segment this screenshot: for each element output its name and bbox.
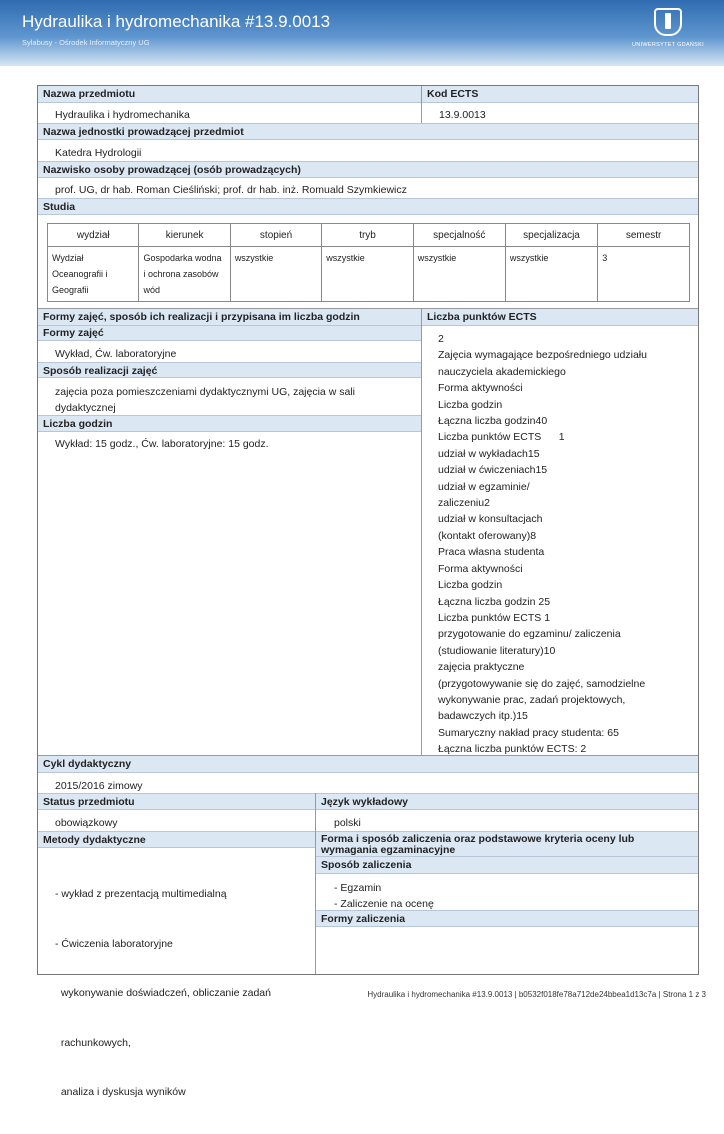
page-header	[0, 0, 724, 66]
unit-header: Nazwa jednostki prowadzącej przedmiot	[38, 123, 698, 140]
list-item: Łączna liczba godzin 25	[438, 595, 551, 608]
list-item: 2	[438, 333, 444, 345]
table-row	[48, 247, 690, 302]
unit-value: Katedra Hydrologii	[55, 147, 142, 159]
list-item: Liczba punktów ECTS 1	[438, 431, 565, 444]
list-item: przygotowanie do egzaminu/ zaliczenia	[438, 628, 621, 641]
list-item: (kontakt oferowany)8	[438, 529, 537, 542]
teachers-value: prof. UG, dr hab. Roman Cieśliński; prof. dr hab. inż. Romuald Szymkiewicz	[55, 184, 407, 196]
studia-header: Studia	[38, 198, 698, 215]
methods-list	[55, 853, 271, 1134]
list-item: zaliczeniu2	[438, 497, 490, 510]
list-item: Forma aktywności	[438, 382, 523, 395]
sposob-value: zajęcia poza pomieszczeniami dydaktycznymi UG, zajęcia w sali dydaktycznej	[55, 386, 355, 414]
col-tryb: tryb	[322, 224, 413, 247]
formy-value: Wykład, Ćw. laboratoryjne	[55, 348, 177, 360]
cell-semestr: 3	[598, 247, 690, 302]
formy-header: Formy zajęć	[38, 326, 421, 341]
cell-stopien: wszystkie	[230, 247, 321, 302]
list-item: Zajęcia wymagające bezpośredniego udziału	[438, 349, 647, 362]
status-value: obowiązkowy	[55, 817, 118, 829]
page-title: Hydraulika i hydromechanika #13.9.0013	[22, 12, 331, 31]
methods-header: Metody dydaktyczne	[38, 831, 315, 848]
studia-header-row	[48, 224, 690, 247]
list-item: udział w wykładach15	[438, 447, 540, 460]
godziny-header: Liczba godzin	[38, 415, 421, 432]
list-item: Forma aktywności	[438, 562, 523, 575]
subject-name: Hydraulika i hydromechanika	[55, 109, 190, 121]
col-stopien: stopień	[230, 224, 321, 247]
list-item: Sumaryczny nakład pracy studenta: 65	[438, 726, 619, 739]
list-item: udział w ćwiczeniach15	[438, 464, 548, 477]
list-item: analiza i dyskusja wyników	[55, 1086, 186, 1098]
list-item: udział w konsultacjach	[438, 513, 543, 526]
status-header: Status przedmiotu	[38, 793, 315, 810]
list-item: Praca własna studenta	[438, 546, 545, 559]
cell-specjalizacja: wszystkie	[505, 247, 597, 302]
list-item: badawczych itp.)15	[438, 710, 528, 723]
col-specjalizacja: specjalizacja	[505, 224, 597, 247]
language-header: Język wykładowy	[316, 793, 698, 810]
university-logo	[626, 8, 710, 52]
list-item: Liczba godzin	[438, 579, 503, 592]
list-item: - Egzamin	[334, 882, 382, 894]
list-item: rachunkowych,	[55, 1036, 131, 1049]
list-item: zajęcia praktyczne	[438, 661, 525, 674]
list-item: udział w egzaminie/	[438, 480, 530, 493]
studia-table	[47, 223, 690, 302]
ects-code: 13.9.0013	[439, 109, 486, 121]
cell-tryb: wszystkie	[322, 247, 413, 302]
language-value: polski	[334, 817, 361, 829]
list-item: wykonywanie prac, zadań projektowych,	[438, 693, 626, 706]
list-item: - Ćwiczenia laboratoryjne	[55, 937, 173, 950]
list-item: Liczba godzin	[438, 398, 503, 411]
list-item: wykonywanie doświadczeń, obliczanie zadań	[55, 987, 271, 999]
sposob-header: Sposób realizacji zajęć	[38, 362, 421, 378]
list-item: - wykład z prezentacją multimedialną	[55, 888, 227, 900]
page-footer: Hydraulika i hydromechanika #13.9.0013 | b0532f018fe78a712de24bbea1d13c7a | Strona 1 z 3	[367, 990, 706, 999]
teachers-header: Nazwisko osoby prowadzącej (osób prowadzących)	[38, 161, 698, 178]
assessment-sposob-list	[334, 880, 434, 912]
assessment-formy-header: Formy zaliczenia	[316, 910, 698, 927]
logo-text: UNIWERSYTET GDAŃSKI	[632, 42, 704, 48]
cell-wydzial: Wydział Oceanografii i Geografii	[48, 247, 139, 302]
forms-header: Formy zajęć, sposób ich realizacji i przypisana im liczba godzin	[38, 309, 421, 326]
ects-header: Liczba punktów ECTS	[422, 309, 698, 326]
col-wydzial: wydział	[48, 224, 139, 247]
list-item: nauczyciela akademickiego	[438, 365, 566, 378]
assessment-header: Forma i sposób zaliczenia oraz podstawowe kryteria oceny lub wymagania egzaminacyjne	[316, 831, 698, 857]
list-item: (przygotowywanie się do zajęć, samodzielne	[438, 677, 646, 690]
list-item: (studiowanie literatury)10	[438, 644, 556, 657]
subject-name-header: Nazwa przedmiotu	[38, 86, 421, 103]
cycle-value: 2015/2016 zimowy	[55, 780, 143, 792]
godziny-value: Wykład: 15 godz., Ćw. laboratoryjne: 15 godz.	[55, 438, 269, 450]
list-item: Łączna liczba punktów ECTS: 2	[438, 743, 587, 756]
page-subtitle: Sylabusy - Ośrodek Informatyczny UG	[22, 38, 150, 47]
col-specjalnosc: specjalność	[413, 224, 505, 247]
col-semestr: semestr	[598, 224, 690, 247]
list-item: Liczba punktów ECTS 1	[438, 611, 551, 624]
list-item: - Zaliczenie na ocenę	[334, 898, 434, 910]
col-kierunek: kierunek	[139, 224, 230, 247]
ects-code-header: Kod ECTS	[422, 86, 698, 103]
cell-specjalnosc: wszystkie	[413, 247, 505, 302]
cycle-header: Cykl dydaktyczny	[38, 756, 698, 773]
assessment-sposob-header: Sposób zaliczenia	[316, 857, 698, 874]
university-emblem-icon	[654, 8, 682, 36]
list-item: Łączna liczba godzin40	[438, 415, 548, 428]
cell-kierunek: Gospodarka wodna i ochrona zasobów wód	[139, 247, 230, 302]
ects-details	[438, 331, 688, 758]
